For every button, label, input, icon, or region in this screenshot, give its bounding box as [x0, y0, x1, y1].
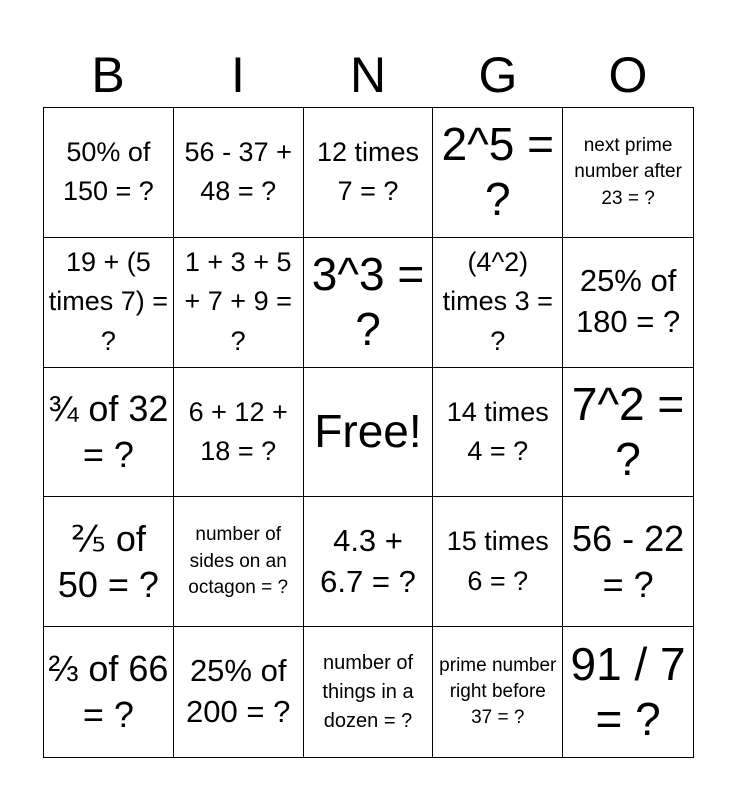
bingo-cell-r4-c5[interactable] — [563, 497, 693, 627]
bingo-cell-r2-c4[interactable] — [433, 238, 563, 368]
cell-text: ⅖ of 50 = ? — [57, 517, 159, 605]
bingo-header — [43, 44, 693, 106]
cell-text: 2^5 = ? — [441, 118, 554, 226]
cell-text: ⅔ of 66 = ? — [48, 648, 169, 736]
cell-text: 25% of 200 = ? — [186, 653, 291, 730]
free-space-text: Free! — [314, 405, 422, 458]
header-letter-n: N — [349, 47, 387, 103]
bingo-cell-r5-c1[interactable] — [44, 627, 174, 757]
bingo-cell-r3-c4[interactable] — [433, 368, 563, 498]
bingo-cell-r3-c5[interactable] — [563, 368, 693, 498]
bingo-cell-r2-c5[interactable] — [563, 238, 693, 368]
cell-text: 3^3 = ? — [311, 248, 425, 356]
cell-text: 12 times 7 = ? — [316, 136, 420, 207]
cell-text: 14 times 4 = ? — [446, 396, 549, 466]
cell-text: 7^2 = ? — [571, 377, 685, 485]
bingo-cell-r3-c1[interactable] — [44, 368, 174, 498]
bingo-cell-r1-c4[interactable] — [433, 108, 563, 238]
bingo-cell-r1-c2[interactable] — [174, 108, 304, 238]
cell-text: 91 / 7 = ? — [570, 637, 686, 746]
cell-text: 50% of 150 = ? — [62, 136, 154, 207]
cell-text: 4.3 + 6.7 = ? — [320, 522, 416, 599]
cell-text: prime number right before 37 = ? — [439, 654, 557, 729]
cell-text: ¾ of 32 = ? — [48, 387, 169, 475]
bingo-cell-r5-c4[interactable] — [433, 627, 563, 757]
bingo-cell-r1-c3[interactable] — [304, 108, 434, 238]
bingo-board — [43, 107, 694, 758]
bingo-cell-r2-c1[interactable] — [44, 238, 174, 368]
cell-text: 56 - 22 = ? — [572, 517, 685, 605]
bingo-cell-r5-c2[interactable] — [174, 627, 304, 757]
bingo-cell-r2-c2[interactable] — [174, 238, 304, 368]
cell-text: 15 times 6 = ? — [446, 526, 549, 596]
header-letter-i: I — [231, 47, 245, 103]
bingo-cell-r5-c3[interactable] — [304, 627, 434, 757]
bingo-cell-r1-c5[interactable] — [563, 108, 693, 238]
cell-text: number of sides on an octagon = ? — [188, 524, 289, 598]
bingo-cell-r5-c5[interactable] — [563, 627, 693, 757]
cell-text: number of things in a dozen = ? — [322, 651, 414, 732]
cell-text: 6 + 12 + 18 = ? — [188, 396, 288, 466]
cell-text: 1 + 3 + 5 + 7 + 9 = ? — [184, 247, 292, 356]
cell-text: (4^2) times 3 = ? — [442, 247, 553, 356]
cell-text: 25% of 180 = ? — [575, 263, 681, 340]
header-letter-g: G — [478, 47, 518, 103]
cell-text: 56 - 37 + 48 = ? — [184, 136, 292, 207]
bingo-cell-r4-c4[interactable] — [433, 497, 563, 627]
bingo-cell-r3-c2[interactable] — [174, 368, 304, 498]
bingo-cell-r1-c1[interactable] — [44, 108, 174, 238]
bingo-cell-r4-c2[interactable] — [174, 497, 304, 627]
bingo-cell-r4-c3[interactable] — [304, 497, 434, 627]
header-letter-b: B — [91, 47, 125, 103]
bingo-cell-free-space[interactable] — [304, 368, 434, 498]
bingo-cell-r4-c1[interactable] — [44, 497, 174, 627]
cell-text: 19 + (5 times 7) = ? — [48, 247, 169, 356]
bingo-cell-r2-c3[interactable] — [304, 238, 434, 368]
cell-text: next prime number after 23 = ? — [574, 135, 682, 209]
header-letter-o: O — [608, 47, 648, 103]
